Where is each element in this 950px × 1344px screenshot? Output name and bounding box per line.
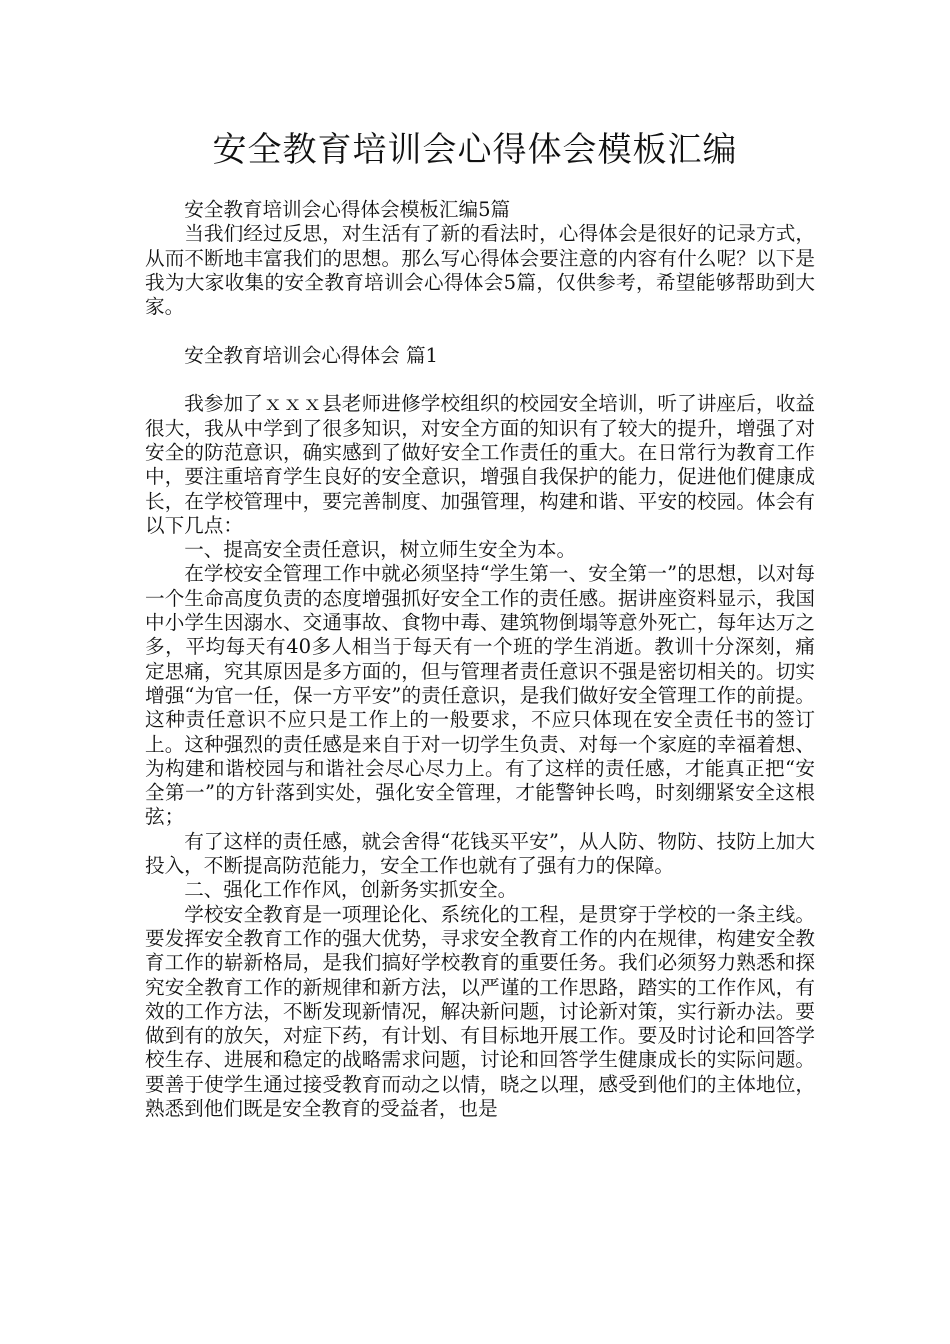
document-body [145,198,815,1121]
section-heading: 安全教育培训会心得体会 篇1 [184,343,439,367]
body-paragraph: 学校安全教育是一项理论化、系统化的工程，是贯穿于学校的一条主线。要发挥安全教育工作的强大优势，寻求安全教育工作的内在规律，构建安全教育工作的崭新格局，是我们搞好学校教育的重要任务。我们必须努力熟悉和探究安全教育工作的新规律和新方法，以严谨的工作思路，踏实的工作作风，有效的工作方法，不断发现新情况，解决新问题，讨论新对策，实行新办法。要做到有的放矢，对症下药，有计划、有目标地开展工作。要及时讨论和回答学校生存、进展和稳定的战略需求问题，讨论和回答学生健康成长的实际问题。要善于使学生通过接受教育而动之以情，晓之以理，感受到他们的主体地位，熟悉到他们既是安全教育的受益者，也是 [145,902,815,1120]
document-title: 安全教育培训会心得体会模板汇编 [212,130,738,170]
point-heading: 二、强化工作作风，创新务实抓安全。 [184,878,518,902]
point-heading: 一、提高安全责任意识，树立师生安全为本。 [184,538,577,562]
body-paragraph: 在学校安全管理工作中就必须坚持“学生第一、安全第一”的思想，以对每一个生命高度负责的态度增强抓好安全工作的责任感。据讲座资料显示，我国中小学生因溺水、交通事故、食物中毒、建筑物倒塌等意外死亡，每年达万之多，平均每天有40多人相当于每天有一个班的学生消逝。教训十分深刻，痛定思痛，究其原因是多方面的，但与管理者责任意识不强是密切相关的。切实增强“为官一任，保一方平安”的责任意识，是我们做好安全管理工作的前提。这种责任意识不应只是工作上的一般要求，不应只体现在安全责任书的签订上。这种强烈的责任感是来自于对一切学生负责、对每一个家庭的幸福着想、为构建和谐校园与和谐社会尽心尽力上。有了这样的责任感，才能真正把“安全第一”的方针落到实处，强化安全管理，才能警钟长鸣，时刻绷紧安全这根弦； [145,562,815,829]
subtitle-paragraph: 安全教育培训会心得体会模板汇编5篇 [184,198,511,221]
intro-paragraph: 当我们经过反思，对生活有了新的看法时，心得体会是很好的记录方式，从而不断地丰富我们的思想。那么写心得体会要注意的内容有什么呢？以下是我为大家收集的安全教育培训会心得体会5篇，仅供参考，希望能够帮助到大家。 [145,222,815,319]
body-paragraph: 有了这样的责任感，就会舍得“花钱买平安”，从人防、物防、技防上加大投入，不断提高防范能力，安全工作也就有了强有力的保障。 [145,829,815,878]
body-paragraph: 我参加了ｘｘｘ县老师进修学校组织的校园安全培训，听了讲座后，收益很大，我从中学到了很多知识，对安全方面的知识有了较大的提升，增强了对安全的防范意识，确实感到了做好安全工作责任的重大。在日常行为教育工作中，要注重培育学生良好的安全意识，增强自我保护的能力，促进他们健康成长，在学校管理中，要完善制度、加强管理，构建和谐、平安的校园。体会有以下几点： [145,392,815,537]
